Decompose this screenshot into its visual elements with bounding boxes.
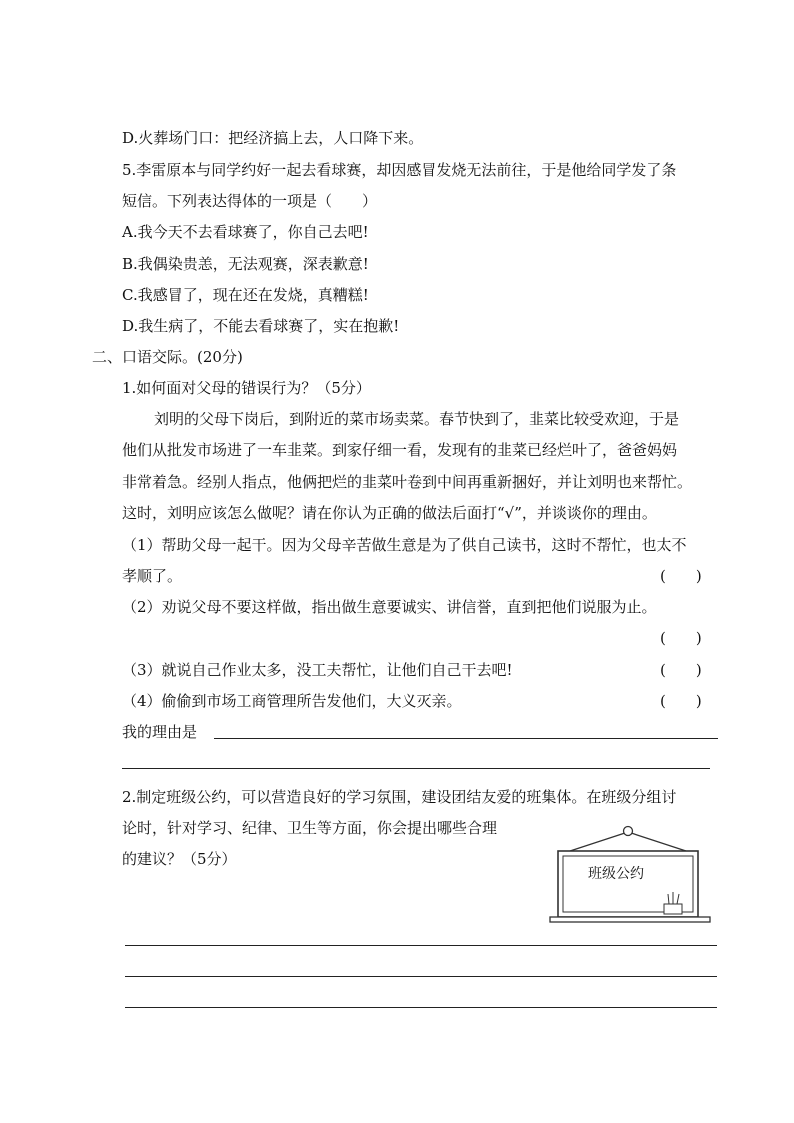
q1-title: 1.如何面对父母的错误行为？（5分） — [122, 379, 371, 397]
q1-choice3: （3）就说自己作业太多，没工夫帮忙，让他们自己干去吧! — [122, 661, 513, 679]
choice4-answer-blank[interactable]: ( ) — [660, 692, 702, 710]
q2-line2: 论时，针对学习、纪律、卫生等方面，你会提出哪些合理 — [122, 819, 498, 837]
reason-label: 我的理由是 — [122, 723, 198, 741]
q1-passage-line2: 他们从批发市场进了一车韭菜。到家仔细一看，发现有的韭菜已经烂叶了，爸爸妈妈 — [122, 441, 678, 459]
q5-option-c: C.我感冒了，现在还在发烧，真糟糕! — [122, 286, 369, 304]
q5-stem-line2: 短信。下列表达得体的一项是（ ） — [122, 192, 378, 210]
q4-option-d: D.火葬场门口：把经济搞上去，人口降下来。 — [122, 129, 424, 147]
suggestion-answer-line-1[interactable] — [125, 945, 717, 946]
class-rules-board-illustration — [548, 824, 712, 926]
q1-choice4: （4）偷偷到市场工商管理所告发他们，大义灭亲。 — [122, 692, 462, 710]
choice1-answer-blank[interactable]: ( ) — [660, 567, 702, 585]
board-title: 班级公约 — [588, 866, 644, 882]
q1-passage-line1: 刘明的父母下岗后，到附近的菜市场卖菜。春节快到了，韭菜比较受欢迎，于是 — [154, 410, 680, 428]
q5-stem-line1: 5.李雷原本与同学约好一起去看球赛，却因感冒发烧无法前往，于是他给同学发了条 — [122, 161, 677, 179]
q1-choice1-line2: 孝顺了。 — [122, 567, 183, 585]
q2-line3: 的建议？（5分） — [122, 850, 237, 868]
q5-option-b: B.我偶染贵恙，无法观赛，深表歉意! — [122, 255, 369, 273]
choice2-answer-blank[interactable]: ( ) — [660, 629, 702, 647]
q1-passage-line4: 这时，刘明应该怎么做呢？请在你认为正确的做法后面打“√”，并谈谈你的理由。 — [122, 504, 657, 522]
section2-heading: 二、口语交际。(20分) — [92, 348, 243, 366]
choice3-answer-blank[interactable]: ( ) — [660, 661, 702, 679]
q5-option-a: A.我今天不去看球赛了，你自己去吧! — [122, 223, 369, 241]
reason-answer-line-1[interactable] — [214, 738, 718, 739]
q1-choice1-line1: （1）帮助父母一起干。因为父母辛苦做生意是为了供自己读书，这时不帮忙，也太不 — [122, 536, 687, 554]
q1-choice2: （2）劝说父母不要这样做，指出做生意要诚实、讲信誉，直到把他们说服为止。 — [122, 598, 657, 616]
suggestion-answer-line-2[interactable] — [125, 976, 717, 977]
reason-answer-line-2[interactable] — [122, 768, 710, 769]
q5-option-d: D.我生病了，不能去看球赛了，实在抱歉! — [122, 317, 400, 335]
suggestion-answer-line-3[interactable] — [125, 1007, 717, 1008]
q1-passage-line3: 非常着急。经别人指点，他俩把烂的韭菜叶卷到中间再重新捆好，并让刘明也来帮忙。 — [122, 473, 693, 491]
q2-line1: 2.制定班级公约，可以营造良好的学习氛围，建设团结友爱的班集体。在班级分组讨 — [122, 788, 677, 806]
